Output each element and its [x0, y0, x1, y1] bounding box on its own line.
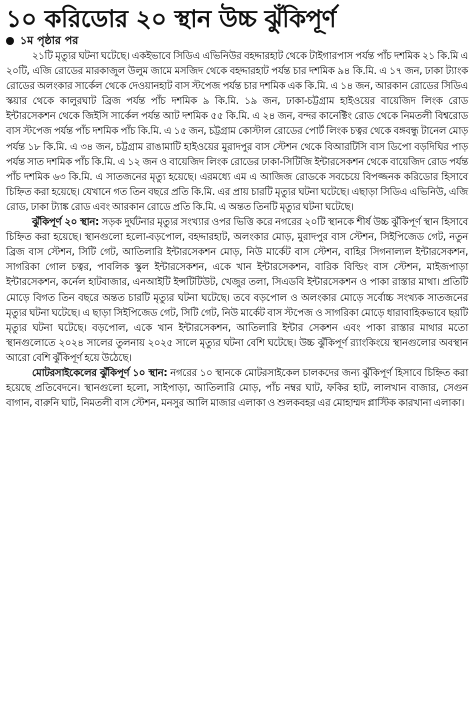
- paragraph: [6, 366, 468, 411]
- paragraph: [6, 49, 468, 215]
- bullet-icon: [6, 37, 14, 45]
- article-body: [6, 49, 468, 411]
- paragraph-text: সড়ক দুর্ঘটনার মৃত্যুর সংখ্যার ওপর ভিত্তি করে নগরের ২০টি স্থানকে শীর্ষ উচ্চ ঝুঁকিপূর্ণ স্থান হিসাবে চিহ্নিত করা হয়েছে। স্থানগুলো হলো-বড়পোল, বহদ্দারহাট, অলংকার মোড়, মুরাদপুর বাস স্টেশন, সিইপিজেড গেট, নতুন ব্রিজ বাস স্টেশন, সিটি গেট, আতিলারি ইন্টারসেকশন মোড়, নিউ মার্কেট বাস স্টেশন, বাহির সিগনাল্যল ইন্টারসেকশন, সাগরিকা গোল চত্বর, পাবলিক স্কুল ইন্টারসেকশন, একে খান ইন্টারসেকশন, বারিক বিল্ডিং বাস স্টেশন, মাইজপাড়া ইন্টারসেকশন, কর্নেল হাটবাজার, এনআইটি ইন্সটিটিউট, খেজুর তলা, সিএডবি ইন্টারসেকশন ও পাকা রাস্তার মাথা। প্রতিটি মোড়ে বিগত তিন বছরে অন্তত চারটি মৃত্যুর ঘটনা ঘটেছে। তবে বড়পোল ও অলংকার মোড়ে সর্বোচ্চ সংখ্যক সাতজনের মৃত্যুর ঘটনা ঘটেছে। এ ছাড়া সিইপিজেড গেট, সিটি গেট, নিউ মার্কেট বাস স্টপেজ ও সাগরিকা মোড়ে ধারাবাহিকভাবে ছয়টি মৃত্যুর ঘটনা ঘটেছে। বড়পোল, একে খান ইন্টারসেকশন, আতিলারি ইন্টার সেকশন এবং পাকা রাস্তার মাথার মতো স্থানগুলোতে ২০২৪ সালের তুলনায় ২০২৫ সালে মৃত্যুর ঘটনা বেশি ঘটেছে। উচ্চ ঝুঁকিপূর্ণ র‌্যাংকিংয়ে স্থানগুলোর অবস্থান আরো বেশি ঝুঁকিপূর্ণ হয়ে উঠেছে।: [6, 217, 469, 364]
- continued-from: [6, 34, 468, 48]
- paragraph-lead: ঝুঁকিপূর্ণ ২০ স্থান:: [32, 217, 99, 229]
- paragraph-lead: মোটরসাইকেলের ঝুঁকিপূর্ণ ১০ স্থান:: [32, 367, 168, 379]
- headline: ১০ করিডোর ২০ স্থান উচ্চ ঝুঁকিপূর্ণ: [6, 5, 336, 33]
- continued-from-label: ১ম পৃষ্ঠার পর: [20, 34, 79, 47]
- paragraph-text: ২১টি মৃত্যুর ঘটনা ঘটেছে। একইভাবে সিডিএ এভিনিউর বহদ্দারহাট থেকে টাইগারপাস পর্যন্ত পাঁচ দশমিক ২১ কি.মি এ ২০টি, এজি রোডের মারকাজুল উলুম জামে মসজিদ থেকে বহদ্দারহাট পর্যন্ত চার দশমিক ৯৪ কি.মি. এ ১৭ জন, ঢাকা ট্যাংক রোডের অলংকার সার্কেল থেকে দেওয়ানহাট বাস স্টপেজ পর্যন্ত চার দশমিক এক কি.মি. এ ১৪ জন, আরকান রোডের সিডিএ স্কয়ার থেকে কালুরঘাট ব্রিজ পর্যন্ত পাঁচ দশমিক ৯ কি.মি. ১৯ জন, ঢাকা-চট্টগ্রাম হাইওয়ের বায়েজিদ লিংক রোড ইন্টারসেকশন থেকে জিইসি সার্কেল পর্যন্ত আট দশমিক ৫৫ কি.মি. এ ২৪ জন, বন্দর কানেক্টিং রোড থেকে নিমতলী বিশ্বরোড বাস স্টপেজ পর্যন্ত পাঁচ দশমিক পাঁচ কি.মি. এ ১৫ জন, চট্টগ্রাম কোস্টাল রোডের পোর্ট লিংক চত্বর থেকে বঙ্গবন্ধু টানেল মোড় পর্যন্ত ১৮ কি.মি. এ ৩৪ জন, চট্টগ্রাম রাঙামাটি হাইওয়ের মুরাদপুর বাস স্টেশন থেকে বিআরটিসি বাস ডিপো বড়দিঘির পাড় পর্যন্ত সাত দশমিক পাঁচ কি.মি. এ ১২ জন ও বায়েজিদ লিংক রোডের ঢাকা-সিটিজি ইন্টারসেকশন থেকে বায়েজিদ রোড পর্যন্ত পাঁচ দশমিক ৬৩ কি.মি. এ সাতজনের মৃত্যু হয়েছে। এরমধ্যে এম এ আজিজ রোডকে সবচেয়ে বিপজ্জনক করিডোর হিসাবে চিহ্নিত করা হয়েছে। যেখানে গত তিন বছরে প্রতি কি.মি. এর প্রায় চারটি মৃত্যুর ঘটনা ঘটেছে। এছাড়া সিডিএ এভিনিউ, এজি রোড, ঢাকা ট্যাঙ্ক রোড এবং আরকান রোডে প্রতি কি.মি. এ অন্তত তিনটি মৃত্যুর ঘটনা ঘটেছে।: [6, 51, 468, 213]
- paragraph: [6, 215, 468, 366]
- paragraph-text: নগরের ১০ স্থানকে মোটরসাইকেল চালকদের জন্য ঝুঁকিপূর্ণ হিসাবে চিহ্নিত করা হয়েছে প্রতিবেদনে। স্থানগুলো হলো, সাইপাড়া, আতিলারি মোড়, পাঁচ নম্বর ঘাট, ফকির হাট, লালখান বাজার, সেগুন বাগান, বারুনি ঘাট, নিমতলী বাস স্টেশন, মনসুর আলি মাজার এলাকা ও শুলকবহর এর মোহাম্মদ প্লাস্টিক কারখানা এলাকা।: [6, 367, 468, 410]
